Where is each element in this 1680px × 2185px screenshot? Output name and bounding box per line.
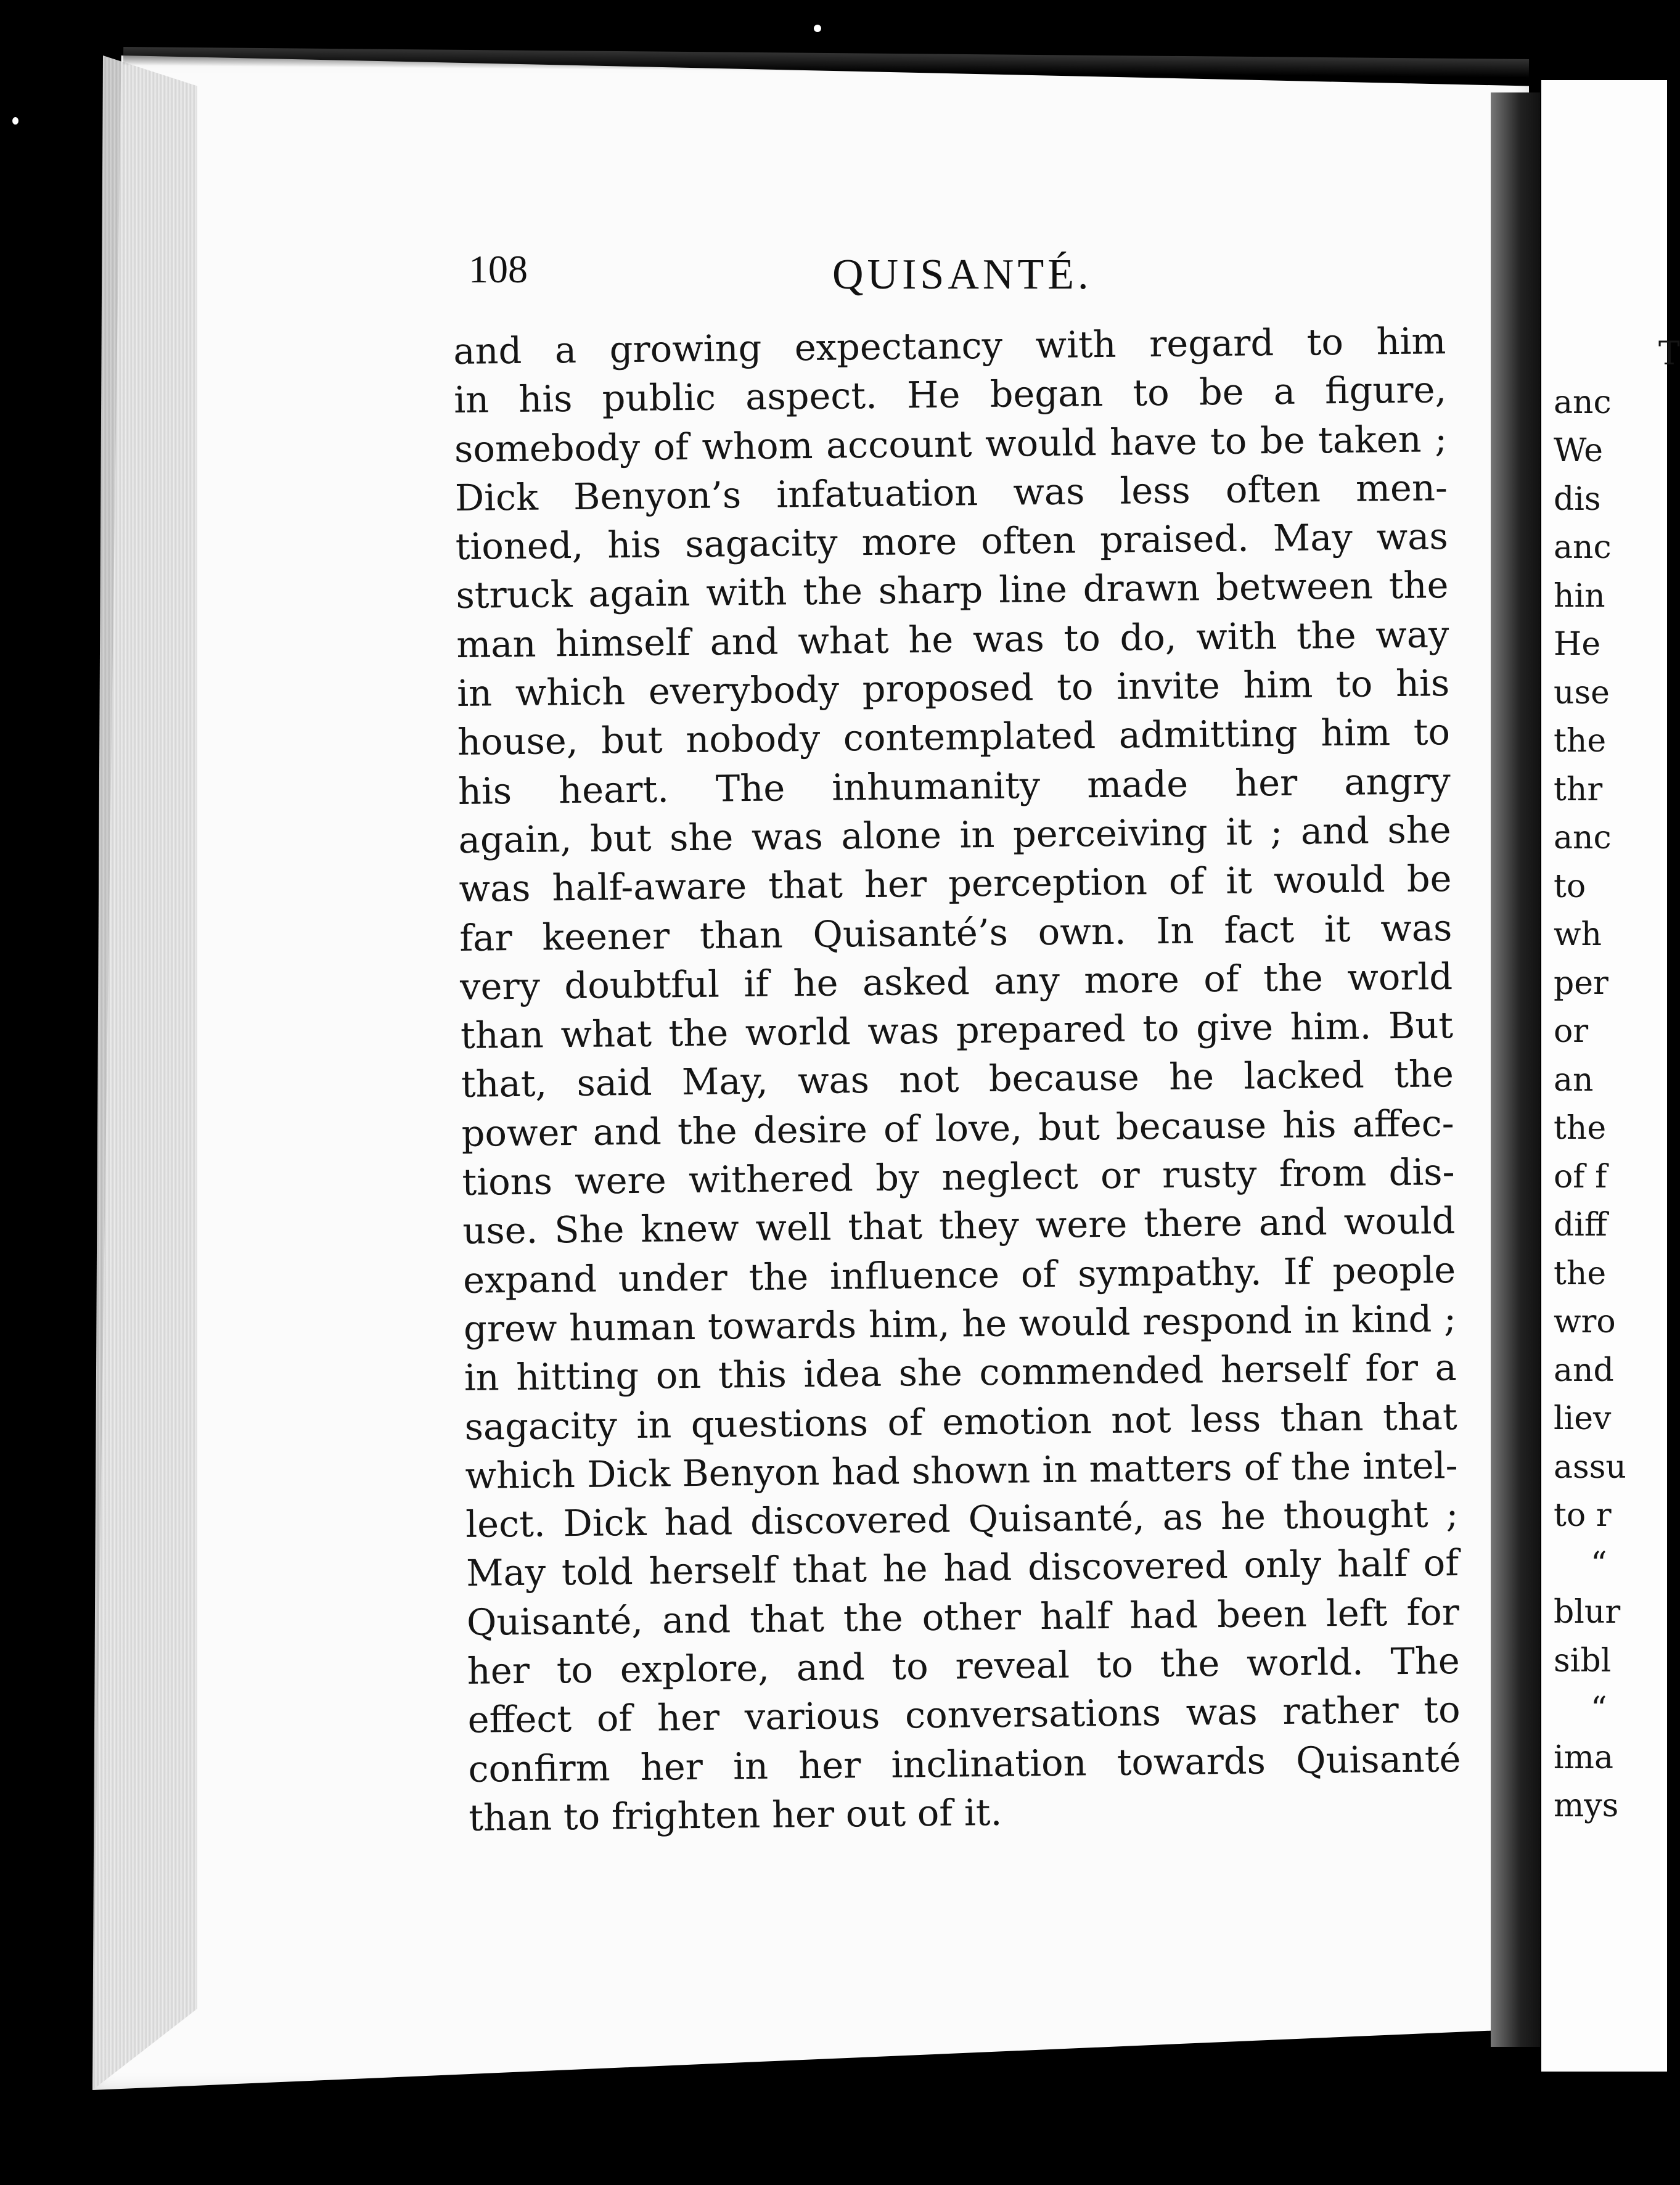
text-line: house, but nobody contemplated admitting him to [457,710,1451,764]
page-edge-stack [92,55,197,2090]
text-line: power and the desire of love, but because his affec- [461,1101,1454,1155]
text-line: grew human towards him, he would respond in kind ; [463,1297,1457,1350]
facing-line: anc [1554,819,1612,856]
text-line: man himself and what he was to do, with the way [456,612,1449,666]
text-line: struck again with the sharp line drawn between the [456,564,1449,617]
facing-line: sibl [1554,1642,1612,1679]
facing-line: anc [1554,529,1612,566]
text-line: his heart. The inhumanity made her angry [457,759,1451,813]
facing-line: diff [1554,1207,1607,1244]
facing-line: assu [1554,1448,1626,1486]
facing-page [1541,80,1680,2072]
scan-speck [814,25,821,32]
scan-speck [12,117,18,125]
facing-line: dis [1554,480,1601,518]
facing-line: and [1554,1351,1614,1389]
text-line: which Dick Benyon had shown in matters of the intel- [465,1443,1458,1497]
text-line: in his public aspect. He began to be a figure, [453,368,1447,422]
text-line: lect. Dick had discovered Quisanté, as he thought ; [465,1493,1459,1546]
facing-line: of f [1554,1158,1607,1195]
text-line: than to frighten her out of it. [468,1790,1002,1839]
text-line: effect of her various conversations was rather to [467,1688,1461,1742]
text-line: again, but she was alone in perceiving it ; and she [458,808,1451,861]
facing-line: use [1554,674,1610,711]
text-line: tioned, his sagacity more often praised. May was [455,515,1449,568]
facing-line: “ [1591,1691,1607,1728]
facing-line: an [1554,1061,1594,1099]
facing-page-text [1554,333,1680,1830]
facing-line: or [1554,1013,1589,1050]
text-line: tions were withered by neglect or rusty from dis- [462,1150,1455,1203]
text-line: and a growing expectancy with regard to him [453,319,1446,372]
facing-line: We [1554,432,1603,469]
text-line: Dick Benyon’s infatuation was less often men- [454,466,1448,519]
text-line: May told herself that he had discovered only half of [465,1541,1459,1595]
facing-line: ima [1554,1739,1613,1776]
facing-line: per [1554,964,1608,1002]
text-line: her to explore, and to reveal to the world. The [467,1639,1461,1692]
facing-line: T [1658,335,1680,372]
text-line: in which everybody proposed to invite him to his [456,662,1450,715]
facing-line: “ [1591,1545,1607,1583]
facing-line: blur [1554,1594,1621,1631]
text-line: Quisanté, and that the other half had been left for [466,1590,1460,1644]
running-title: QUISANTÉ. [832,251,1092,298]
page-number: 108 [469,247,528,291]
facing-line: He [1554,626,1601,663]
text-line: expand under the influence of sympathy. If people [462,1248,1456,1302]
body-text [453,316,1462,1842]
text-line: far keener than Quisanté’s own. In fact it was [459,906,1453,959]
text-line: in hitting on this idea she commended herself for a [464,1346,1457,1400]
text-line: was half-aware that her perception of it would be [459,857,1452,911]
text-line: very doubtful if he asked any more of the world [459,954,1453,1008]
facing-line: liev [1554,1400,1612,1437]
facing-line: the [1554,1255,1607,1292]
facing-line: hin [1554,577,1605,615]
text-line: than what the world was prepared to give him. But [460,1004,1454,1057]
text-line: somebody of whom account would have to be taken ; [454,417,1448,470]
text-line: confirm her in her inclination towards Quisanté [468,1737,1461,1790]
facing-line: wh [1554,916,1602,953]
text-line: that, said May, was not because he lacked the [461,1052,1454,1106]
text-line: use. She knew well that they were there and would [462,1199,1456,1253]
facing-line: wro [1554,1303,1616,1340]
text-line: sagacity in questions of emotion not less than that [464,1395,1457,1448]
facing-line: anc [1554,383,1612,421]
facing-line: mys [1554,1787,1619,1824]
facing-line: the [1554,723,1607,760]
facing-line: thr [1554,771,1603,808]
book-gutter [1491,92,1540,2047]
facing-line: the [1554,1110,1607,1147]
page-header [469,247,1486,314]
facing-line: to r [1554,1497,1612,1534]
facing-line: to [1554,867,1586,905]
